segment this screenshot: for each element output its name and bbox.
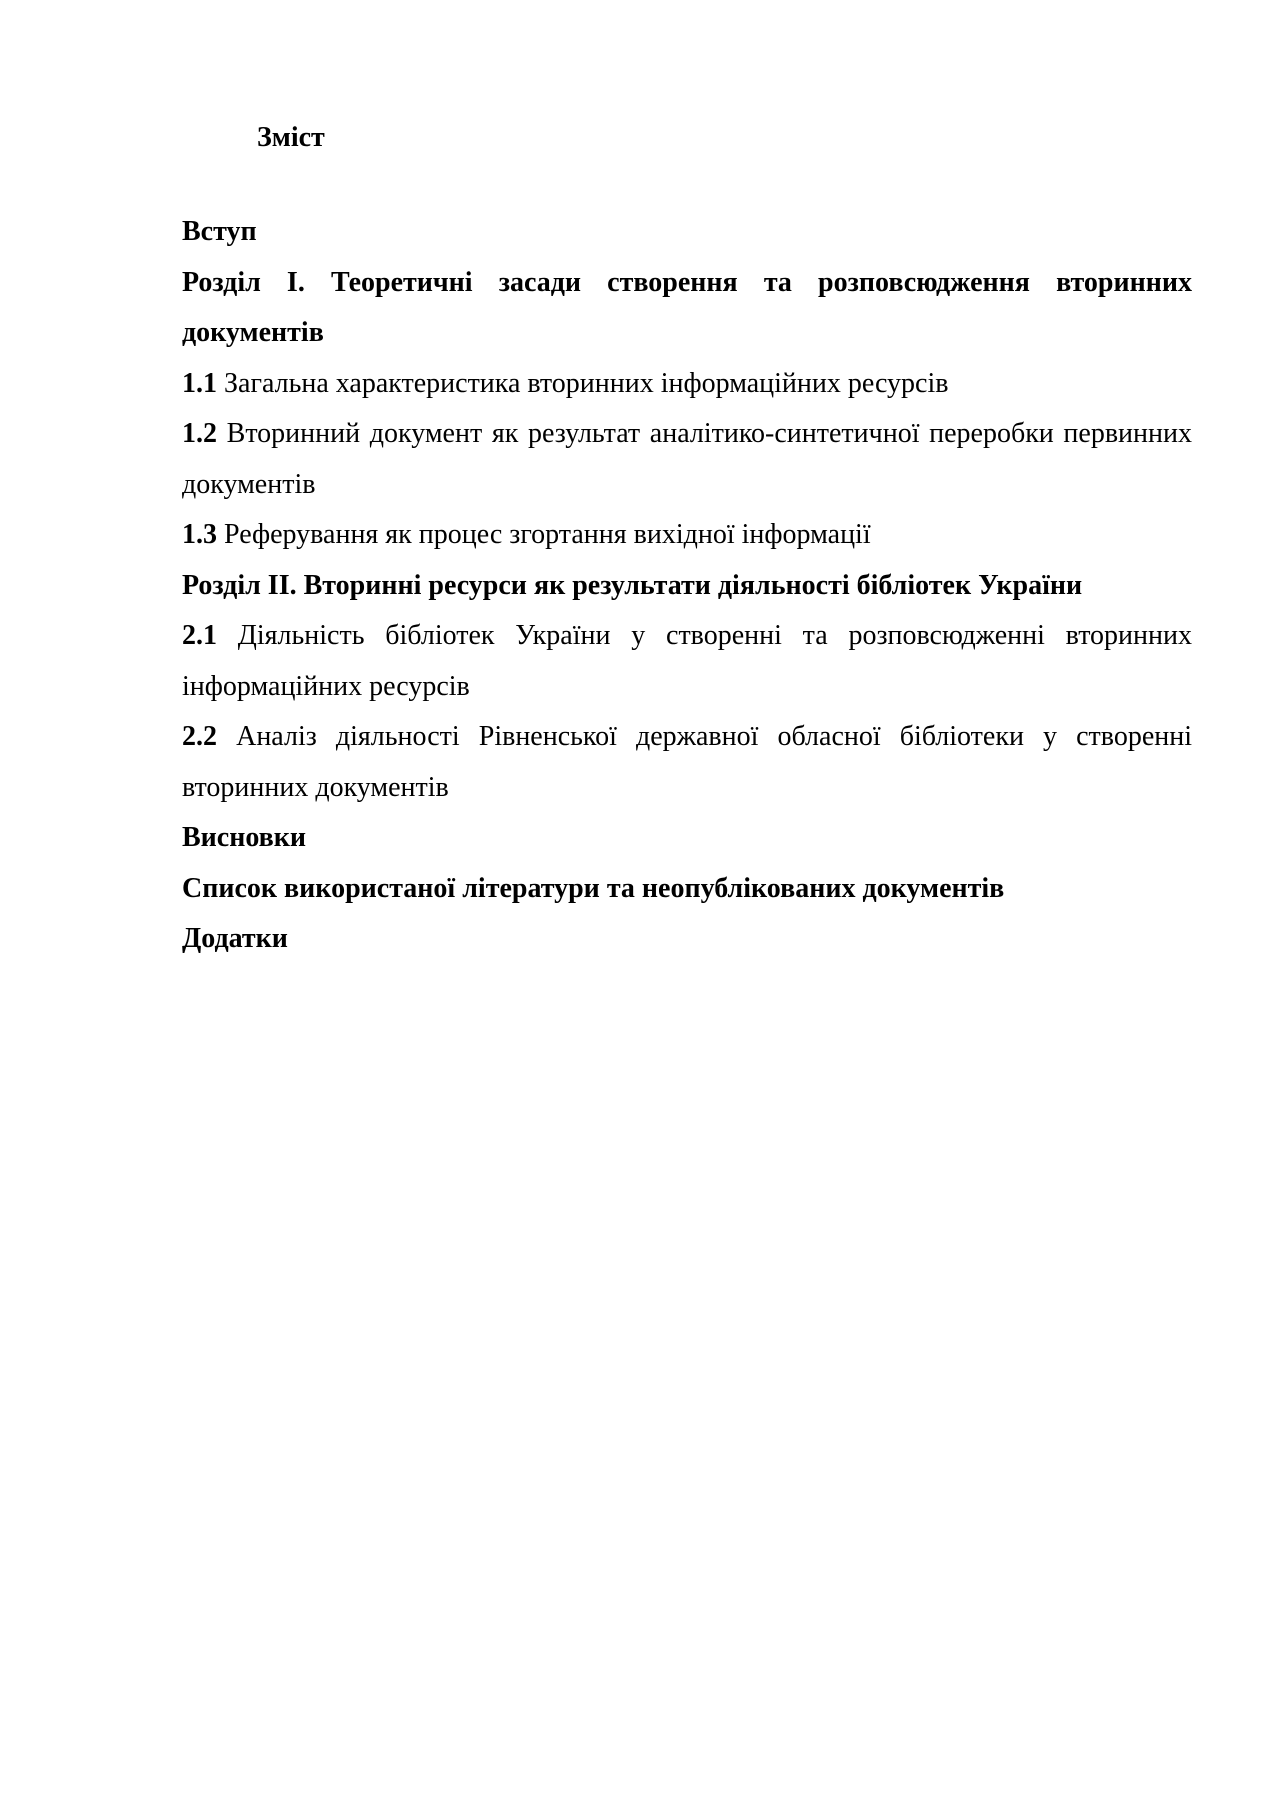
toc-entry-chapter-1: Розділ I. Теоретичні засади створення та розповсюдження вторинних документів [182, 266, 1192, 348]
toc-entry-1-3 [182, 510, 1192, 561]
toc-entry-number: 2.2 [182, 721, 217, 752]
toc-entry-text: Вторинний документ як результат аналітико-синтетичної переробки первинних документів [182, 418, 1192, 500]
table-of-contents [182, 207, 1192, 965]
toc-entry-appendices: Додатки [182, 923, 288, 954]
toc-entry-number: 1.3 [182, 519, 217, 550]
toc-entry-text: Реферування як процес згортання вихідної інформації [224, 519, 871, 550]
toc-entry-text: Аналіз діяльності Рівненської державної обласної бібліотеки у створенні вторинних документів [182, 721, 1192, 803]
toc-entry-number: 2.1 [182, 620, 217, 651]
toc-entry-1-1 [182, 359, 1192, 410]
toc-entry-text: Діяльність бібліотек України у створенні та розповсюдженні вторинних інформаційних ресурсів [182, 620, 1192, 702]
toc-entry-intro: Вступ [182, 216, 257, 247]
toc-entry-references: Список використаної літератури та неопублікованих документів [182, 872, 1005, 904]
toc-entry-2-1 [182, 611, 1192, 712]
toc-entry-chapter-2: Розділ II. Вторинні ресурси як результати діяльності бібліотек України [182, 569, 1083, 601]
toc-entry-number: 1.2 [182, 418, 217, 449]
toc-entry-text: Загальна характеристика вторинних інформаційних ресурсів [224, 367, 949, 399]
toc-entry-1-2 [182, 409, 1192, 510]
toc-entry-2-2 [182, 712, 1192, 813]
toc-entry-conclusions: Висновки [182, 822, 307, 853]
page-title: Зміст [257, 122, 325, 153]
toc-entry-number: 1.1 [182, 367, 217, 399]
